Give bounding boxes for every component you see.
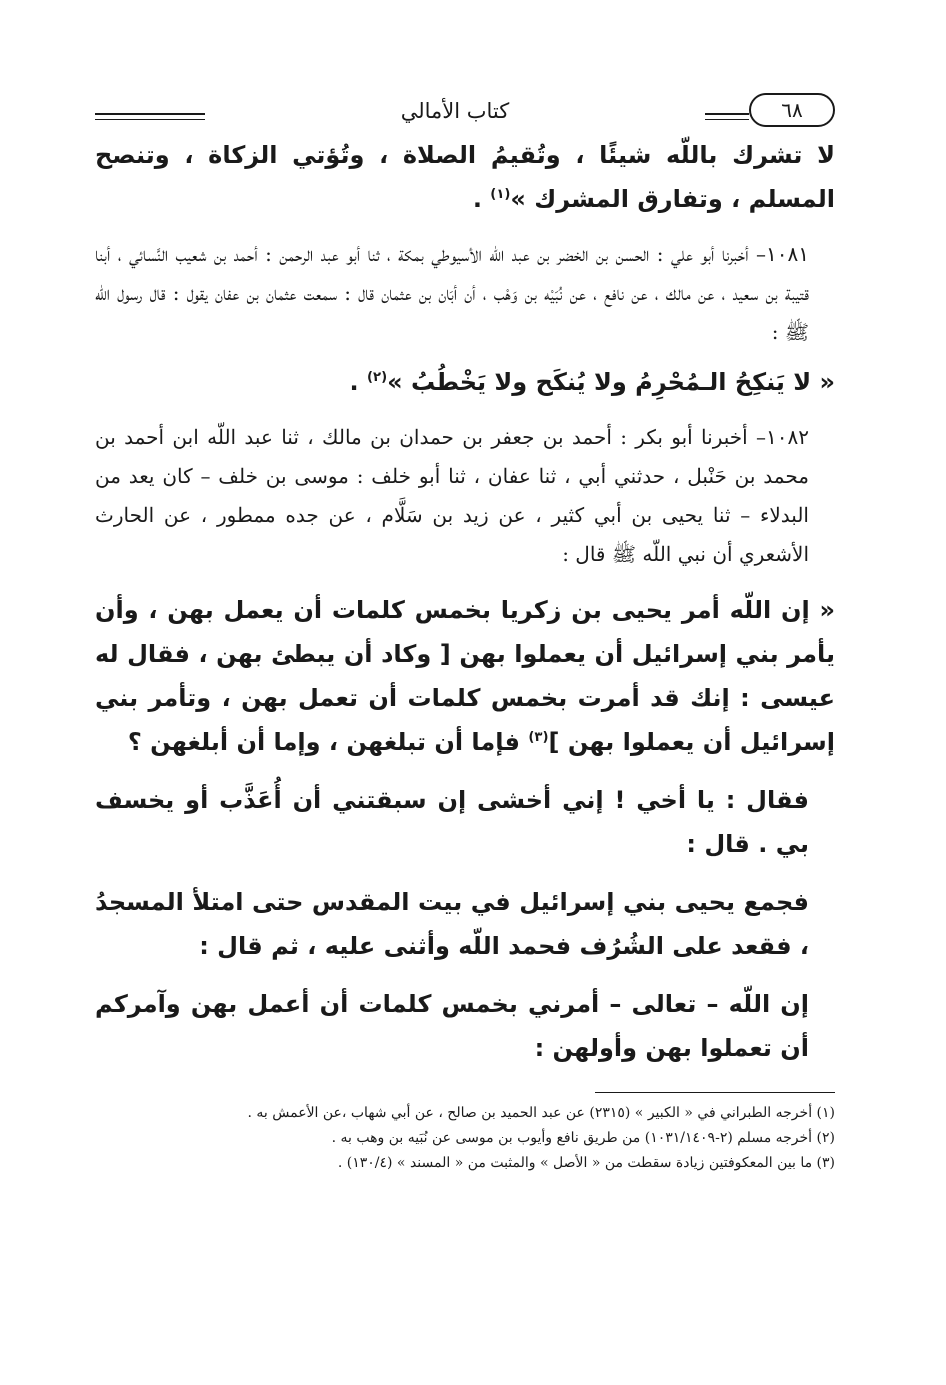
header-rule: [705, 113, 749, 115]
book-title: كتاب الأمالي: [400, 99, 510, 123]
isnad-paragraph: ١٠٨١– أخبرنا أبو علي : الحسن بن الخضر بن عبد اللّه الأسيوطي بمكة ، ثنا أبو عبد الرحمن : أحمد بن شعيب النَّسائي ، أبنا قتيبة بن سعيد ، عن مالك ، عن نافع ، عن نُبَيْه بن وَهْب ، أن أبَان بن عثمان قال : سمعت عثمان بن عفان يقول : قال رسول اللّه ﷺ :: [95, 242, 809, 344]
header-rule: [95, 113, 205, 115]
footnote-ref: (١): [490, 187, 511, 202]
footnote-ref: (٣): [528, 730, 549, 745]
footnote-ref: (٢): [367, 370, 388, 385]
header-rule: [95, 119, 205, 120]
page-header: [95, 85, 835, 133]
page-number: ٦٨: [749, 93, 835, 127]
hadith-text: [95, 360, 835, 404]
hadith-text: [95, 133, 835, 221]
footnote-separator: [595, 1092, 835, 1093]
footnote: (١) أخرجه الطبراني في « الكبير » (٢٣١٥) عن عبد الحميد بن صالح ، عن أبي شهاب ،عن الأعمش به .: [247, 1105, 835, 1121]
hadith-text: [95, 588, 835, 764]
isnad-paragraph: ١٠٨٢– أخبرنا أبو بكر : أحمد بن جعفر بن حمدان بن مالك ، ثنا عبد اللّه ابن أحمد بن محمد بن حَنْبل ، حدثني أبي ، ثنا عفان ، ثنا أبو خلف : موسى بن خلف – كان يعد من البدلاء – ثنا يحيى بن أبي كثير ، عن زيد بن سَلَّام ، عن جده ممطور ، عن الحارث الأشعري أن نبي اللّه ﷺ قال :: [95, 425, 809, 566]
paragraph-text: لا تشرك باللّه شيئًا ، وتُقيمُ الصلاة ، وتُؤتي الزكاة ، وتنصح المسلم ، وتفارق المشرك »: [95, 141, 835, 213]
footnote: (٣) ما بين المعكوفتين زيادة سقطت من « الأصل » والمثبت من « المسند » (١٣٠/٤) .: [337, 1155, 835, 1171]
paragraph-end: فإما أن تبلغهن ، وإما أن أبلغهن ؟: [127, 728, 529, 756]
footnotes: [95, 1101, 835, 1176]
hadith-text: إن اللّه – تعالى – أمرني بخمس كلمات أن أعمل بهن وآمركم أن تعملوا بهن وأولهن :: [95, 990, 809, 1062]
paragraph-text: « لا يَنكِحُ الـمُحْرِمُ ولا يُنكَح ولا يَخْطُبُ »: [387, 368, 835, 396]
paragraph-end: .: [472, 185, 491, 213]
hadith-text: فجمع يحيى بني إسرائيل في بيت المقدس حتى امتلأ المسجدُ ، فقعد على الشُرُف فحمد اللّه وأثنى عليه ، ثم قال :: [95, 888, 809, 960]
header-rule: [705, 119, 749, 120]
paragraph-end: .: [349, 368, 367, 396]
footnote: (٢) أخرجه مسلم (٢-١٠٣١/١٤٠٩) من طريق نافع وأيوب بن موسى عن نُبَيه بن وهب به .: [331, 1130, 835, 1146]
paragraph-text: « إن اللّه أمر يحيى بن زكريا بخمس كلمات أن يعمل بهن ، وأن يأمر بني إسرائيل أن يعملوا بهن [ وكاد أن يبطئ بهن ، فقال له عيسى : إنك قد أمرت بخمس كلمات أن تعمل بهن ، وتأمر بني إسرائيل أن يعملوا بهن ]: [95, 596, 835, 756]
hadith-text: فقال : يا أخي ! إني أخشى إن سبقتني أن أُعَذَّب أو يخسف بي . قال :: [95, 786, 809, 858]
book-page: [95, 85, 835, 1176]
